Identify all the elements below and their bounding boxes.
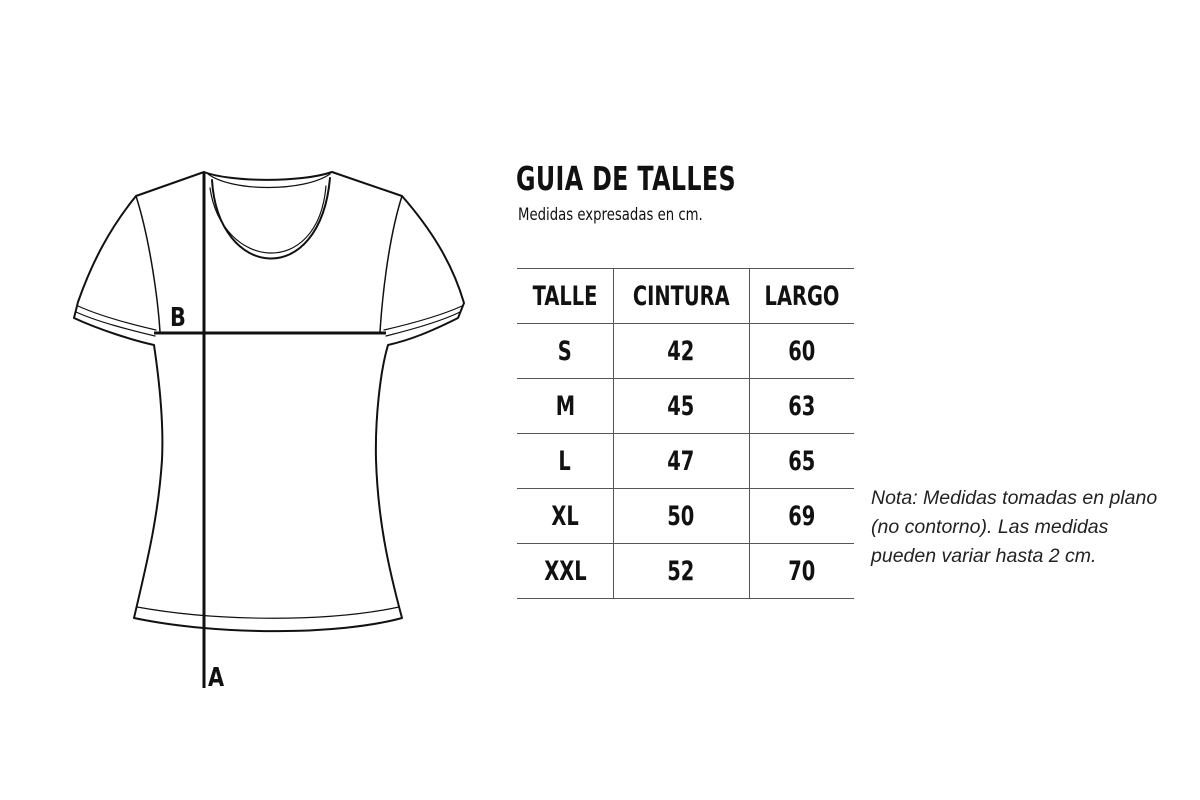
cell-largo: 65 <box>749 434 854 489</box>
cell-cintura: 47 <box>614 434 750 489</box>
cell-talle: L <box>517 434 614 489</box>
cell-cintura: 52 <box>614 544 750 599</box>
cell-largo: 70 <box>749 544 854 599</box>
tshirt-diagram <box>0 0 500 800</box>
table-row <box>517 324 854 379</box>
right-sleeve-hem-2 <box>386 312 460 336</box>
neckline-inner <box>212 178 330 259</box>
cell-cintura: 45 <box>614 379 750 434</box>
cell-talle: XL <box>517 489 614 544</box>
cell-cintura: 42 <box>614 324 750 379</box>
page-subtitle: Medidas expresadas en cm. <box>518 205 703 225</box>
cell-cintura: 50 <box>614 489 750 544</box>
table-header-row <box>517 269 854 324</box>
page-title: GUIA DE TALLES <box>516 159 736 198</box>
right-armhole-seam <box>380 196 402 332</box>
cell-talle: XXL <box>517 544 614 599</box>
label-b: B <box>170 301 186 333</box>
cell-largo: 60 <box>749 324 854 379</box>
header-cintura: CINTURA <box>614 269 750 324</box>
measurement-note: Nota: Medidas tomadas en plano (no contorno). Las medidas pueden variar hasta 2 cm. <box>871 487 1158 567</box>
cell-largo: 69 <box>749 489 854 544</box>
cell-talle: S <box>517 324 614 379</box>
table-row <box>517 544 854 599</box>
size-guide-heading <box>516 155 836 227</box>
table-row <box>517 489 854 544</box>
header-talle: TALLE <box>517 269 614 324</box>
table-row <box>517 379 854 434</box>
cell-largo: 63 <box>749 379 854 434</box>
left-armhole-seam <box>136 196 160 332</box>
shirt-outline <box>74 172 464 631</box>
table-row <box>517 434 854 489</box>
header-largo: LARGO <box>749 269 854 324</box>
size-table <box>517 268 854 599</box>
cell-talle: M <box>517 379 614 434</box>
label-a: A <box>208 661 225 693</box>
neckline-stitch <box>210 186 326 253</box>
bottom-hem <box>137 607 399 618</box>
